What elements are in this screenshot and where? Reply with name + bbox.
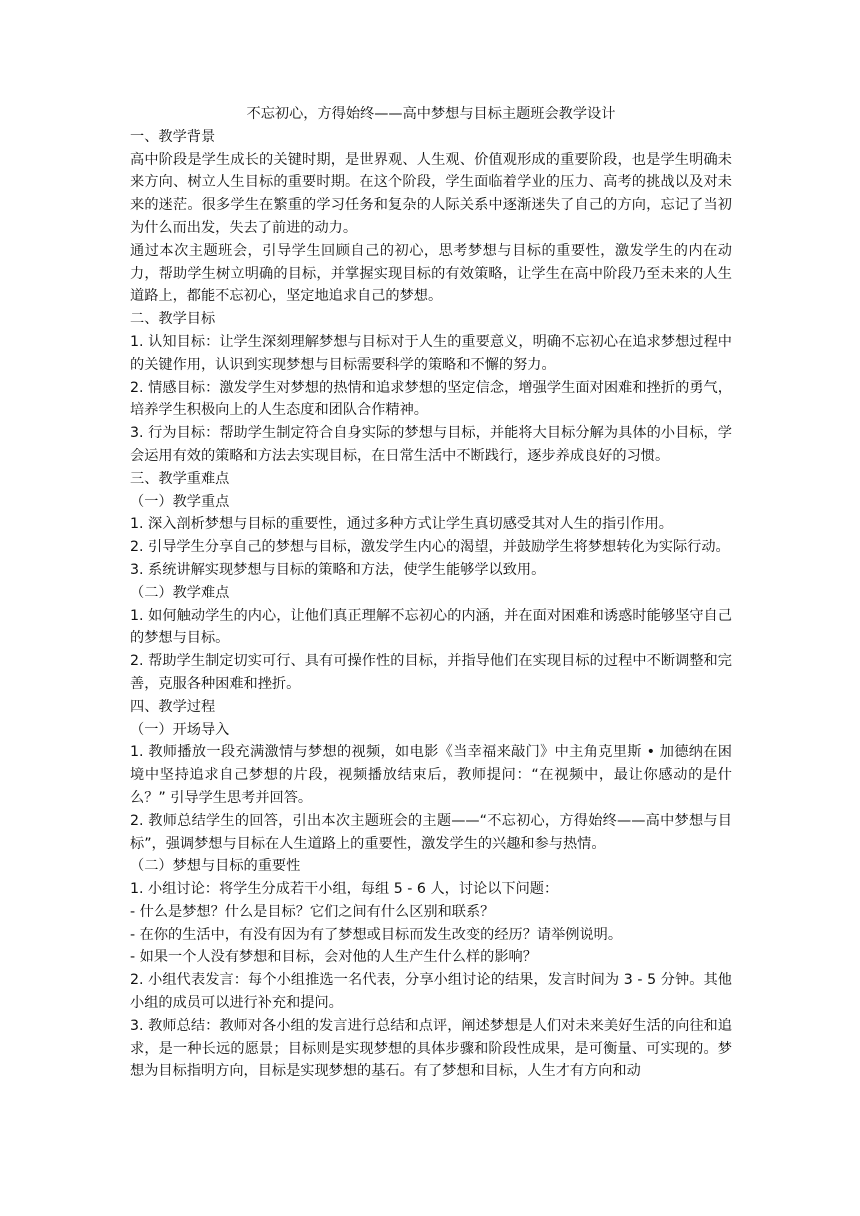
list-item: 1. 小组讨论：将学生分成若干小组，每组 5 - 6 人，讨论以下问题： <box>130 881 559 898</box>
list-item: 2. 引导学生分享自己的梦想与目标，激发学生内心的渴望，并鼓励学生将梦想转化为实际行动。 <box>130 539 730 556</box>
discussion-question: - 在你的生活中，有没有因为有了梦想或目标而发生改变的经历？请举例说明。 <box>130 926 623 943</box>
list-item: 2. 小组代表发言：每个小组推选一名代表，分享小组讨论的结果，发言时间为 3 - 5 分钟。其他小组的成员可以进行补充和提问。 <box>130 972 732 1012</box>
document-title: 不忘初心，方得始终——高中梦想与目标主题班会教学设计 <box>246 106 616 122</box>
list-item: 1. 深入剖析梦想与目标的重要性，通过多种方式让学生真切感受其对人生的指引作用。 <box>130 516 673 533</box>
list-item: 1. 认知目标：让学生深刻理解梦想与目标对于人生的重要意义，明确不忘初心在追求梦想过程中的关键作用，认识到实现梦想与目标需要科学的策略和不懈的努力。 <box>130 333 732 373</box>
paragraph: 通过本次主题班会，引导学生回顾自己的初心，思考梦想与目标的重要性，激发学生的内在动力，帮助学生树立明确的目标，并掌握实现目标的有效策略，让学生在高中阶段乃至未来的人生道路上，都能不忘初心，坚定地追求自己的梦想。 <box>130 242 732 305</box>
list-item: 1. 如何触动学生的内心，让他们真正理解不忘初心的内涵，并在面对困难和诱惑时能够坚守自己的梦想与目标。 <box>130 607 732 647</box>
list-item: 1. 教师播放一段充满激情与梦想的视频，如电影《当幸福来敲门》中主角克里斯 • 加德纳在困境中坚持追求自己梦想的片段，视频播放结束后，教师提问：“在视频中，最让你感动的是什么？” 引导学生思考并回答。 <box>130 744 732 806</box>
discussion-question: - 如果一个人没有梦想和目标，会对他的人生产生什么样的影响？ <box>130 949 537 966</box>
subsection-heading: （二）教学难点 <box>130 584 230 601</box>
list-item: 3. 系统讲解实现梦想与目标的策略和方法，使学生能够学以致用。 <box>130 561 546 578</box>
section-heading-key-points: 三、教学重难点 <box>130 470 230 487</box>
subsection-heading: （二）梦想与目标的重要性 <box>130 858 301 875</box>
subsection-heading: （一）开场导入 <box>130 721 230 738</box>
list-item: 3. 教师总结：教师对各小组的发言进行总结和点评，阐述梦想是人们对未来美好生活的向往和追求，是一种长远的愿景；目标则是实现梦想的具体步骤和阶段性成果，是可衡量、可实现的。梦想为目标指明方向，目标是实现梦想的基石。有了梦想和目标，人生才有方向和动 <box>130 1017 732 1080</box>
section-heading-objectives: 二、教学目标 <box>130 311 216 328</box>
list-item: 2. 教师总结学生的回答，引出本次主题班会的主题——“不忘初心，方得始终——高中梦想与目标”，强调梦想与目标在人生道路上的重要性，激发学生的兴趣和参与热情。 <box>130 812 732 852</box>
list-item: 2. 情感目标：激发学生对梦想的热情和追求梦想的坚定信念，增强学生面对困难和挫折的勇气，培养学生积极向上的人生态度和团队合作精神。 <box>130 379 732 419</box>
discussion-question: - 什么是梦想？什么是目标？它们之间有什么区别和联系？ <box>130 903 495 920</box>
section-heading-background: 一、教学背景 <box>130 128 216 145</box>
subsection-heading: （一）教学重点 <box>130 493 230 510</box>
paragraph: 高中阶段是学生成长的关键时期，是世界观、人生观、价值观形成的重要阶段，也是学生明确未来方向、树立人生目标的重要时期。在这个阶段，学生面临着学业的压力、高考的挑战以及对未来的迷茫。很多学生在繁重的学习任务和复杂的人际关系中逐渐迷失了自己的方向，忘记了当初为什么而出发，失去了前进的动力。 <box>130 151 732 236</box>
section-heading-process: 四、教学过程 <box>130 698 216 715</box>
document-body <box>130 103 732 1083</box>
list-item: 2. 帮助学生制定切实可行、具有可操作性的目标，并指导他们在实现目标的过程中不断调整和完善，克服各种困难和挫折。 <box>130 653 732 692</box>
list-item: 3. 行为目标：帮助学生制定符合自身实际的梦想与目标，并能将大目标分解为具体的小目标，学会运用有效的策略和方法去实现目标，在日常生活中不断践行，逐步养成良好的习惯。 <box>130 425 732 464</box>
